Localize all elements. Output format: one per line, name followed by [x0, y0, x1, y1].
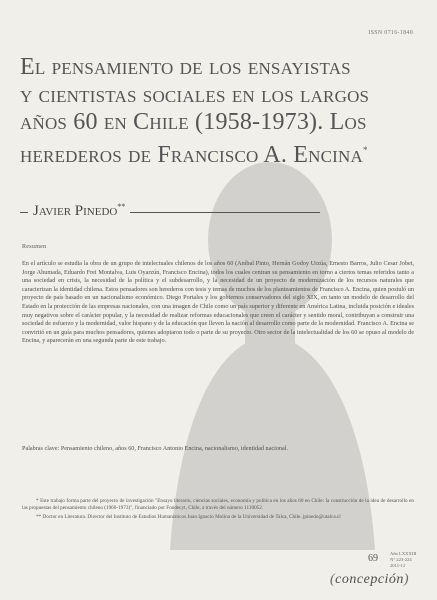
journal-info-line-3: 2011-12 — [390, 563, 406, 568]
journal-info — [390, 551, 416, 569]
journal-logo: (concepción) — [330, 572, 410, 587]
footnote-1: * Este trabajo forma parte del proyecto de investigación "Ensayo literario, ciencias sociales, economía y política en los años 60 en Chile: la construcción de la idea de desarrollo en las propuestas del pensamiento chileno (1960-1973)", financiado por Fondecyt, Chile, a través del número 1110052. — [22, 498, 414, 512]
title-line-4-wrap — [20, 137, 420, 170]
title-line-4: herederos de Francisco A. Encina — [20, 141, 363, 168]
journal-info-line-2: N° 223-224 — [390, 557, 412, 562]
author-footnote-marker: ** — [117, 202, 126, 211]
footnotes — [22, 498, 414, 524]
author-bar — [20, 202, 320, 219]
issn-number: ISSN 0716-1840 — [368, 30, 413, 36]
title-line-1: El pensamiento de los ensayistas — [20, 54, 351, 80]
title-footnote-marker: * — [363, 144, 368, 155]
title-line-3: años 60 en Chile (1958-1973). Los — [20, 109, 367, 135]
journal-logo-text: concepción — [335, 572, 404, 587]
journal-info-line-1: Año LXXXIII — [390, 551, 417, 556]
footnote-2: ** Doctor en Literatura. Director del Instituto de Estudios Humanísticos Juan Ignacio Molina de la Universidad de Talca, Chile. jpinedo@utalca.cl — [36, 514, 341, 521]
abstract-label: Resumen — [22, 244, 47, 250]
article-title — [20, 54, 420, 169]
keywords-text: Palabras clave: Pensamiento chileno, años 60, Francisco Antonio Encina, nacionalismo, identidad nacional. — [22, 445, 288, 452]
title-line-2: y cientistas sociales en los largos — [20, 81, 370, 108]
page-number: 69 — [368, 553, 378, 564]
abstract-text: En el artículo se estudia la obra de un grupo de intelectuales chilenos de los años 60 (Aníbal Pinto, Hernán Godoy Urzúa, Ernesto Barros, Julio Cesar Jobet, Jorge Ahumada, Eduardo Frei Montalva, Luis Oyarzún, Francisco Encina), todos los cuales centran su pensamiento en torno a ciertos temas referidos tanto a una sociedad en crisis, la necesidad de la política y el subdesarrollo, y la necesidad de un proyecto de modernización de los recursos naturales que caracterizan la identidad chilena. Estos pensadores son herederos con tesis y temas de muchos de los planteamientos de Francisco A. Encina, quien postuló un proyecto de país basado en un nacionalismo económico. Diego Portales y los gobiernos conservadores del siglo XIX, en tanto un modelo de desarrollo del Estado en la protección de las empresas nacionales, con una imagen de Chile como un país superior y diferente en América Latina, incluida posición e ideales muy negativos sobre el carácter popular, y la necesidad de realizar reformas educacionales que creen el carácter y sentido moral, contribuyan a construir una sociedad de esfuerzo y la modernidad, valor hispano y de la educación que lleven la nación al desarrollo como parte de la modernidad. Francisco A. Encina se convirtió en un guía para muchos pensadores, quienes adoptaron todo o parte de su proyecto. Otro sector de la intelectualidad de los 60 se opuso al modelo de Encina, y aparecerán en una segunda parte de este trabajo. — [22, 260, 414, 345]
author-name-wrap — [28, 202, 130, 220]
author-name: Javier Pinedo — [33, 203, 118, 219]
